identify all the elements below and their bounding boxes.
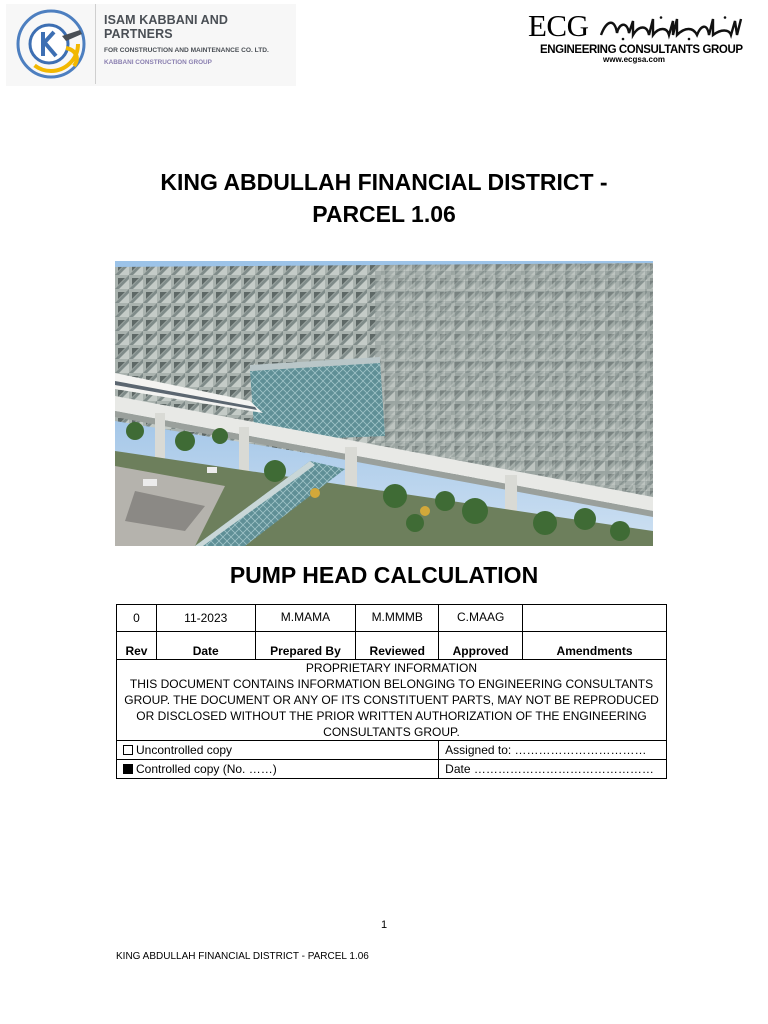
- ecg-abbr: ECG: [528, 8, 589, 43]
- proprietary-text: THIS DOCUMENT CONTAINS INFORMATION BELONGING TO ENGINEERING CONSULTANTS GROUP. THE DOCUMENT OR ANY OF ITS CONSTITUENT PARTS, MAY NOT BE REPRODUCED OR DISCLOSED WITHOUT THE PRIOR WRITTEN AUTHORIZATION OF THE ENGINEERING CONSULTANTS GROUP.: [124, 677, 659, 739]
- checked-box-icon: [123, 764, 133, 774]
- assigned-to-cell: [439, 741, 667, 760]
- arabic-calligraphy-logo-icon: [597, 15, 745, 41]
- company-name: ISAM KABBANI AND PARTNERS: [104, 13, 229, 41]
- project-title-line2: PARCEL 1.06: [312, 201, 456, 227]
- company-group: KABBANI CONSTRUCTION GROUP: [104, 59, 212, 66]
- controlled-row: [117, 760, 667, 779]
- company-subtitle: FOR CONSTRUCTION AND MAINTENANCE CO. LTD.: [104, 47, 269, 54]
- controlled-label: Controlled copy (No. ……): [136, 762, 277, 776]
- date-header: Date: [156, 632, 255, 660]
- document-title: PUMP HEAD CALCULATION: [229, 562, 539, 588]
- reviewed-value: M.MMMB: [356, 605, 439, 632]
- controlled-cell: [117, 760, 439, 779]
- company-logo-right: [528, 10, 748, 80]
- uncontrolled-row: [117, 741, 667, 760]
- date-cell: [439, 760, 667, 779]
- company-text-left: [104, 13, 296, 66]
- kabbani-logo-icon: [14, 8, 88, 80]
- footer-text: KING ABDULLAH FINANCIAL DISTRICT - PARCEL 1.06: [116, 951, 369, 962]
- ecg-url: www.ecgsa.com: [603, 55, 665, 64]
- prepared-by-value: M.MAMA: [255, 605, 356, 632]
- reviewed-header: Reviewed: [356, 632, 439, 660]
- project-title: [0, 166, 768, 230]
- unchecked-box-icon: [123, 745, 133, 755]
- revision-header-row: [117, 632, 667, 660]
- rev-header: Rev: [117, 632, 157, 660]
- prepared-by-header: Prepared By: [255, 632, 356, 660]
- amendments-header: Amendments: [523, 632, 667, 660]
- revision-values-row: [117, 605, 667, 632]
- rev-value: 0: [117, 605, 157, 632]
- logo-divider: [95, 4, 96, 84]
- proprietary-cell: [117, 660, 667, 741]
- date-value: 11-2023: [156, 605, 255, 632]
- uncontrolled-cell: [117, 741, 439, 760]
- page-number: 1: [380, 919, 388, 931]
- building-image-svg: [115, 261, 653, 546]
- date-label: Date ………………………………………: [445, 762, 654, 776]
- uncontrolled-label: Uncontrolled copy: [136, 743, 233, 757]
- ecg-full-name: ENGINEERING CONSULTANTS GROUP: [540, 44, 743, 56]
- proprietary-row: [117, 660, 667, 741]
- project-title-line1: KING ABDULLAH FINANCIAL DISTRICT -: [160, 169, 608, 195]
- proprietary-heading: PROPRIETARY INFORMATION: [305, 661, 478, 675]
- assigned-to-label: Assigned to: ……………………………: [445, 743, 647, 757]
- approved-value: C.MAAG: [439, 605, 523, 632]
- amendments-value: [523, 605, 667, 632]
- approved-header: Approved: [439, 632, 523, 660]
- building-rendering-image: [115, 261, 653, 546]
- revision-table: [116, 604, 667, 779]
- ecg-logo-row: [528, 10, 748, 41]
- company-logo-left: [6, 4, 296, 86]
